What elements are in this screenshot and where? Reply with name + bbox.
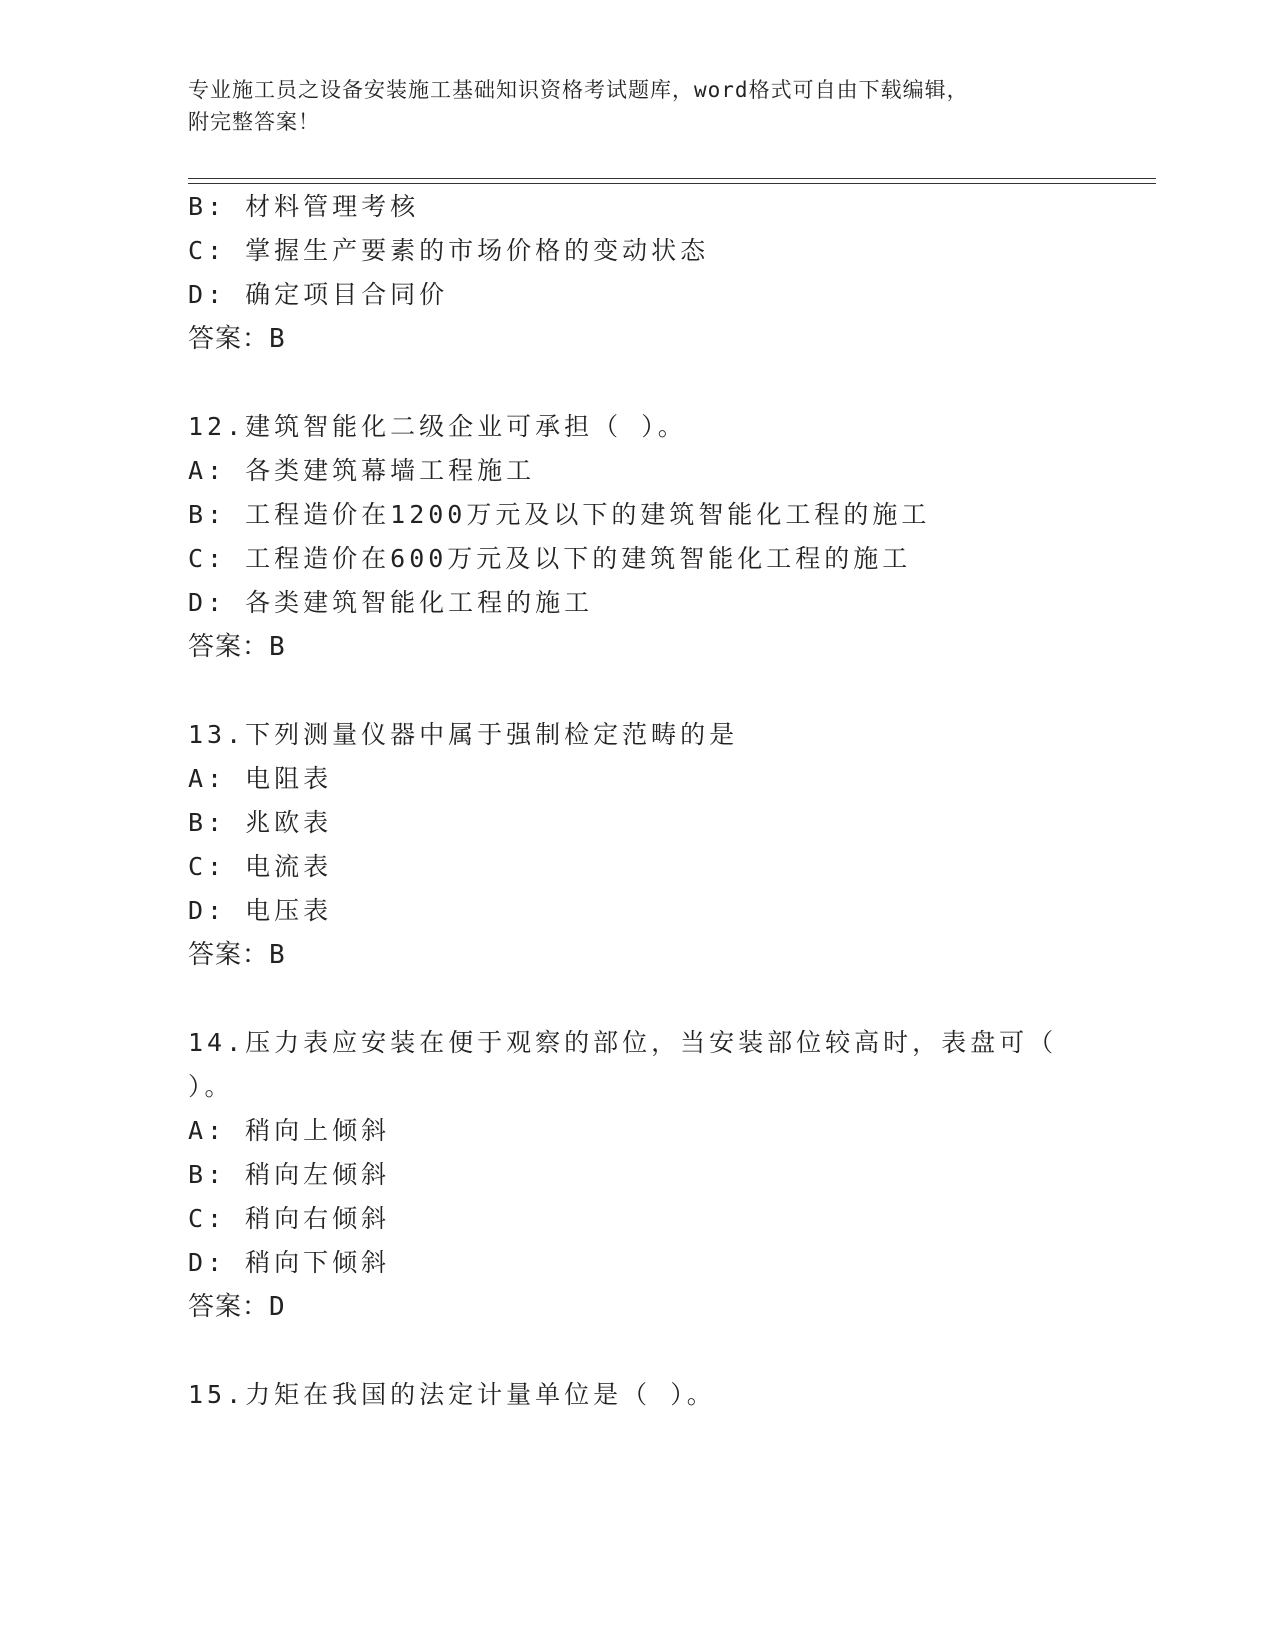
q13-question: 13.下列测量仪器中属于强制检定范畴的是 [188, 720, 739, 749]
header-divider-bottom [188, 183, 1156, 184]
q13-option-c: C: 电流表 [188, 852, 333, 881]
q11-answer: 答案：B [188, 324, 286, 354]
q14-option-b: B: 稍向左倾斜 [188, 1160, 391, 1189]
q12-option-b: B: 工程造价在1200万元及以下的建筑智能化工程的施工 [188, 500, 931, 529]
q14-answer: 答案：D [188, 1292, 286, 1322]
q12-option-a: A: 各类建筑幕墙工程施工 [188, 456, 536, 485]
q13-option-b: B: 兆欧表 [188, 808, 333, 837]
q12-option-c: C: 工程造价在600万元及以下的建筑智能化工程的施工 [188, 544, 912, 573]
q11-option-d: D: 确定项目合同价 [188, 280, 449, 309]
q11-option-b: B: 材料管理考核 [188, 192, 420, 221]
q14-option-d: D: 稍向下倾斜 [188, 1248, 391, 1277]
header-divider-top [188, 178, 1156, 179]
q15-question: 15.力矩在我国的法定计量单位是（ ）。 [188, 1380, 716, 1409]
header-line-2: 附完整答案！ [188, 110, 320, 134]
q12-answer: 答案：B [188, 632, 286, 662]
q13-answer: 答案：B [188, 940, 286, 970]
q12-question: 12.建筑智能化二级企业可承担（ ）。 [188, 412, 687, 441]
q12-option-d: D: 各类建筑智能化工程的施工 [188, 588, 594, 617]
q11-option-c: C: 掌握生产要素的市场价格的变动状态 [188, 236, 710, 265]
header-line-1: 专业施工员之设备安装施工基础知识资格考试题库，word格式可自由下载编辑， [188, 78, 969, 102]
q13-option-d: D: 电压表 [188, 896, 333, 925]
q14-option-a: A: 稍向上倾斜 [188, 1116, 391, 1145]
q14-question-line-2: ）。 [188, 1072, 234, 1101]
q14-question-line-1: 14.压力表应安装在便于观察的部位，当安装部位较高时，表盘可（ [188, 1028, 1058, 1057]
document-header [188, 74, 1068, 138]
q13-option-a: A: 电阻表 [188, 764, 333, 793]
q14-option-c: C: 稍向右倾斜 [188, 1204, 391, 1233]
